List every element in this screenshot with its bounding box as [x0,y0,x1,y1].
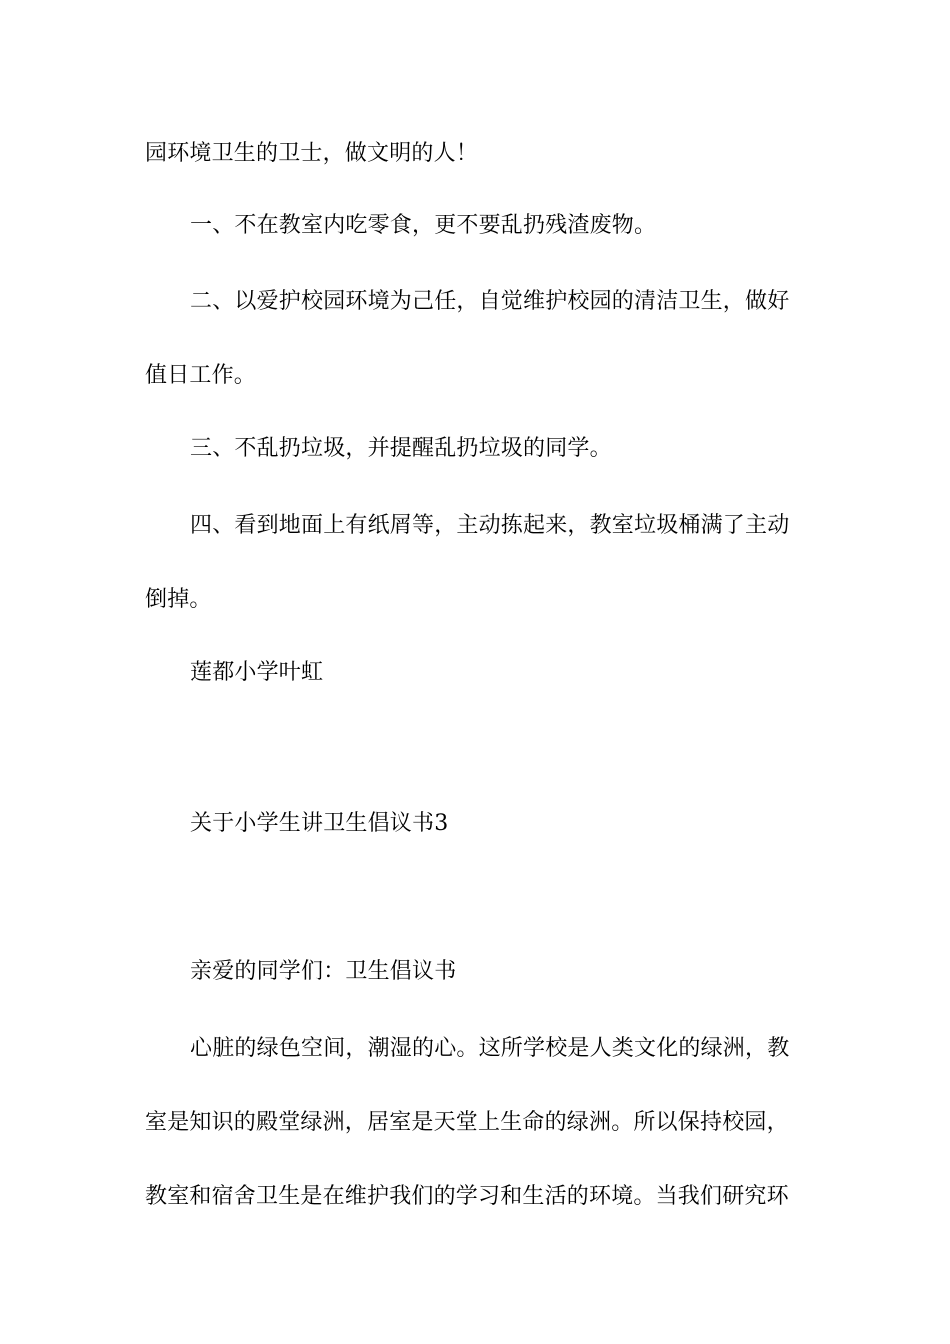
body-paragraph-line-2: 室是知识的殿堂绿洲，居室是天堂上生命的绿洲。所以保持校园， [145,1110,789,1135]
salutation: 亲爱的同学们：卫生倡议书 [190,959,457,984]
proposal-item-4: 四、看到地面上有纸屑等，主动拣起来，教室垃圾桶满了主动 [190,513,790,538]
proposal-item-2-continuation: 值日工作。 [145,363,257,388]
proposal-item-2: 二、以爱护校园环境为己任，自觉维护校园的清洁卫生，做好 [190,289,790,314]
proposal-item-3: 三、不乱扔垃圾，并提醒乱扔垃圾的同学。 [190,436,612,461]
proposal-item-1: 一、不在教室内吃零食，更不要乱扔残渣废物。 [190,213,657,238]
proposal-item-4-continuation: 倒掉。 [145,587,212,612]
body-paragraph-line-1: 心脏的绿色空间，潮湿的心。这所学校是人类文化的绿洲，教 [190,1036,790,1061]
author-signature: 莲都小学叶虹 [190,660,324,685]
paragraph-continuation-line: 园环境卫生的卫士，做文明的人！ [145,141,479,166]
body-paragraph-line-3: 教室和宿舍卫生是在维护我们的学习和生活的环境。当我们研究环 [145,1184,789,1209]
section-title: 关于小学生讲卫生倡议书3 [190,811,449,836]
